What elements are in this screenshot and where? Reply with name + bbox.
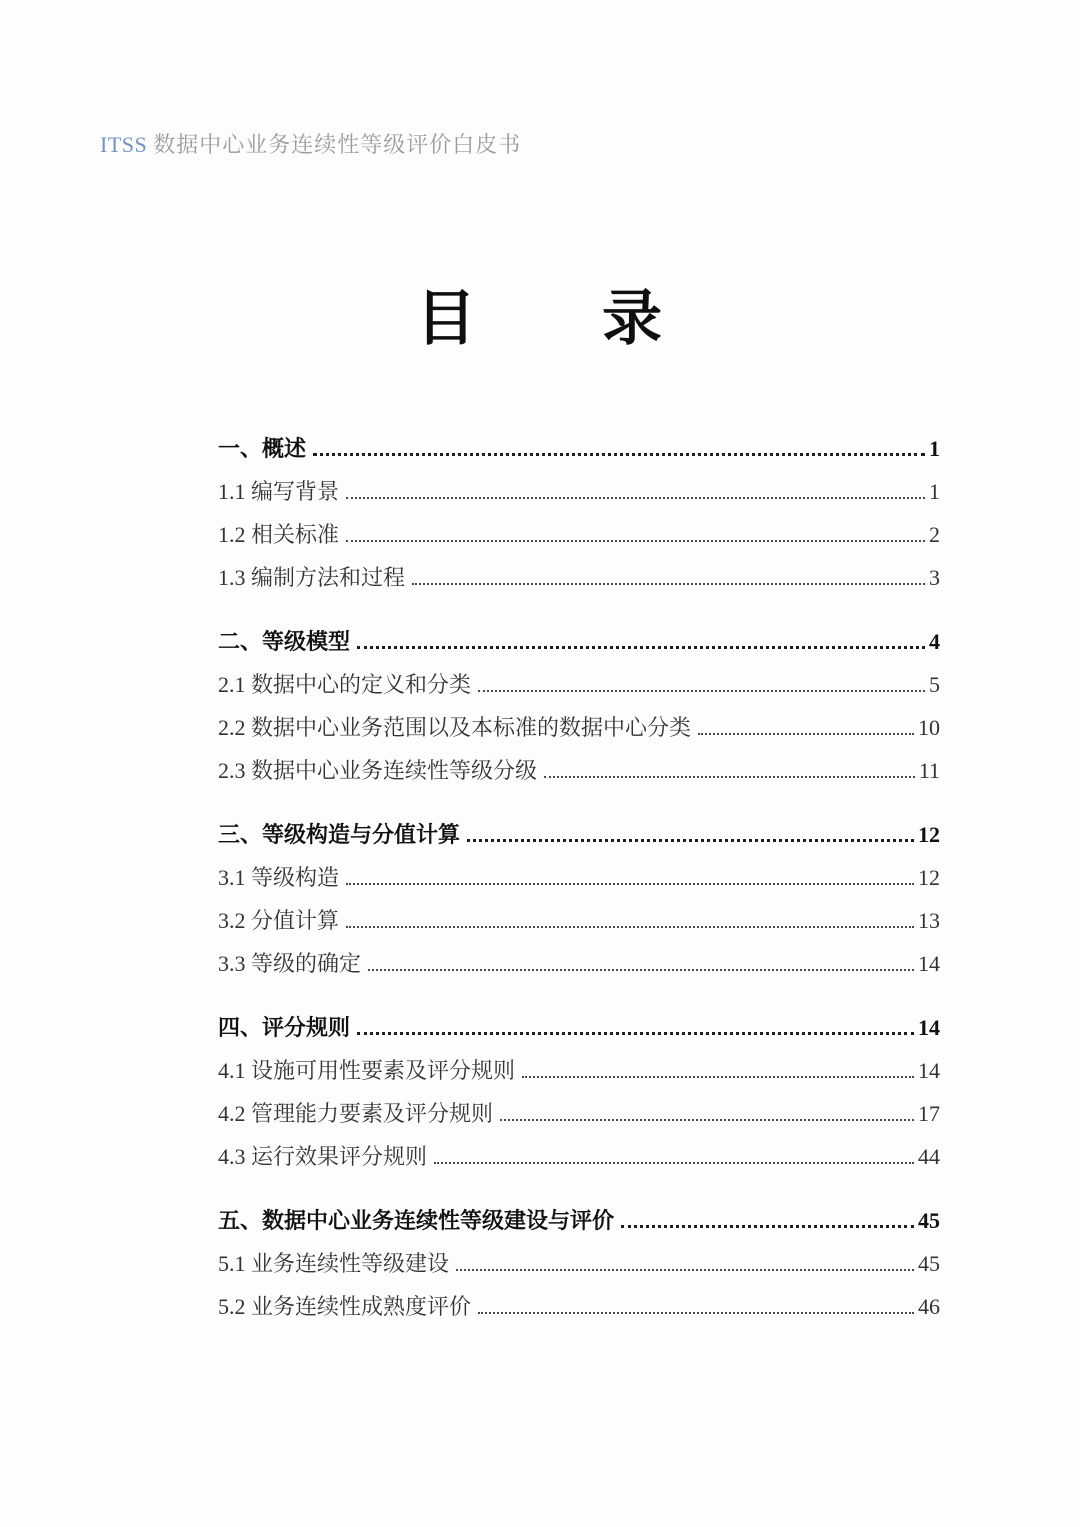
toc-entry[interactable] bbox=[218, 1101, 940, 1127]
toc-entry-label: 5.2 业务连续性成熟度评价 bbox=[218, 1294, 472, 1319]
toc-dot-leader bbox=[544, 776, 915, 778]
toc-dot-leader bbox=[478, 1312, 914, 1314]
toc-entry[interactable] bbox=[218, 822, 940, 848]
toc-entry[interactable] bbox=[218, 522, 940, 548]
toc-entry-page: 12 bbox=[918, 822, 940, 847]
toc-entry-page: 14 bbox=[918, 1015, 940, 1040]
toc-entry-label: 四、评分规则 bbox=[218, 1015, 351, 1040]
toc-entry[interactable] bbox=[218, 951, 940, 977]
toc-entry-label: 二、等级模型 bbox=[218, 629, 351, 654]
toc-entry-label: 五、数据中心业务连续性等级建设与评价 bbox=[218, 1208, 615, 1233]
toc-entry[interactable] bbox=[218, 758, 940, 784]
toc-entry[interactable] bbox=[218, 1251, 940, 1277]
toc-dot-leader bbox=[434, 1162, 914, 1164]
toc-dot-leader bbox=[522, 1076, 914, 1078]
toc-entry-page: 11 bbox=[918, 758, 940, 783]
toc-dot-leader bbox=[346, 883, 914, 885]
toc-entry-page: 14 bbox=[918, 1058, 940, 1083]
toc-entry-label: 一、概述 bbox=[218, 436, 307, 461]
toc-entry-page: 10 bbox=[918, 715, 940, 740]
toc-dot-leader bbox=[346, 497, 925, 499]
toc-entry-page: 17 bbox=[918, 1101, 940, 1126]
toc-entry[interactable] bbox=[218, 1144, 940, 1170]
toc-entry[interactable] bbox=[218, 1058, 940, 1084]
toc-entry-page: 46 bbox=[918, 1294, 940, 1319]
toc-entry-page: 4 bbox=[929, 629, 940, 654]
toc-entry[interactable] bbox=[218, 479, 940, 505]
toc-entry-page: 2 bbox=[929, 522, 940, 547]
toc-entry-label: 3.2 分值计算 bbox=[218, 908, 340, 933]
toc-dot-leader bbox=[357, 646, 925, 649]
toc-entry-label: 4.3 运行效果评分规则 bbox=[218, 1144, 428, 1169]
toc-entry-page: 5 bbox=[929, 672, 940, 697]
page-header bbox=[100, 131, 521, 159]
toc-entry-page: 1 bbox=[929, 436, 940, 461]
toc-dot-leader bbox=[357, 1032, 914, 1035]
toc-dot-leader bbox=[346, 926, 914, 928]
toc-list bbox=[218, 436, 940, 1337]
toc-entry[interactable] bbox=[218, 1294, 940, 1320]
toc-entry-page: 45 bbox=[918, 1251, 940, 1276]
toc-entry[interactable] bbox=[218, 715, 940, 741]
toc-entry-label: 3.3 等级的确定 bbox=[218, 951, 362, 976]
toc-dot-leader bbox=[500, 1119, 914, 1121]
toc-entry-label: 4.1 设施可用性要素及评分规则 bbox=[218, 1058, 516, 1083]
header-doc-title: 数据中心业务连续性等级评价白皮书 bbox=[153, 132, 522, 157]
brand-itss: ITSS bbox=[100, 132, 148, 157]
toc-entry[interactable] bbox=[218, 672, 940, 698]
toc-entry-label: 1.3 编制方法和过程 bbox=[218, 565, 406, 590]
toc-title: 目 录 bbox=[416, 286, 664, 352]
toc-dot-leader bbox=[621, 1225, 914, 1228]
toc-entry-label: 2.2 数据中心业务范围以及本标准的数据中心分类 bbox=[218, 715, 692, 740]
toc-entry-page: 44 bbox=[918, 1144, 940, 1169]
toc-entry-label: 4.2 管理能力要素及评分规则 bbox=[218, 1101, 494, 1126]
toc-entry[interactable] bbox=[218, 865, 940, 891]
toc-entry-label: 1.1 编写背景 bbox=[218, 479, 340, 504]
toc-entry-label: 2.1 数据中心的定义和分类 bbox=[218, 672, 472, 697]
toc-entry-label: 1.2 相关标准 bbox=[218, 522, 340, 547]
toc-entry-page: 14 bbox=[918, 951, 940, 976]
toc-dot-leader bbox=[412, 583, 925, 585]
toc-dot-leader bbox=[478, 690, 925, 692]
toc-dot-leader bbox=[467, 839, 914, 842]
toc-entry[interactable] bbox=[218, 629, 940, 655]
toc-dot-leader bbox=[368, 969, 914, 971]
toc-dot-leader bbox=[456, 1269, 914, 1271]
toc-entry-label: 三、等级构造与分值计算 bbox=[218, 822, 461, 847]
toc-entry-page: 3 bbox=[929, 565, 940, 590]
toc-dot-leader bbox=[346, 540, 925, 542]
toc-dot-leader bbox=[698, 733, 914, 735]
toc-dot-leader bbox=[313, 453, 925, 456]
toc-entry-page: 45 bbox=[918, 1208, 940, 1233]
toc-entry[interactable] bbox=[218, 1208, 940, 1234]
toc-entry-page: 1 bbox=[929, 479, 940, 504]
toc-entry-label: 2.3 数据中心业务连续性等级分级 bbox=[218, 758, 538, 783]
toc-entry-page: 12 bbox=[918, 865, 940, 890]
toc-entry-page: 13 bbox=[918, 908, 940, 933]
toc-entry[interactable] bbox=[218, 908, 940, 934]
toc-entry-label: 5.1 业务连续性等级建设 bbox=[218, 1251, 450, 1276]
toc-entry[interactable] bbox=[218, 1015, 940, 1041]
toc-entry[interactable] bbox=[218, 565, 940, 591]
toc-entry[interactable] bbox=[218, 436, 940, 462]
toc-entry-label: 3.1 等级构造 bbox=[218, 865, 340, 890]
